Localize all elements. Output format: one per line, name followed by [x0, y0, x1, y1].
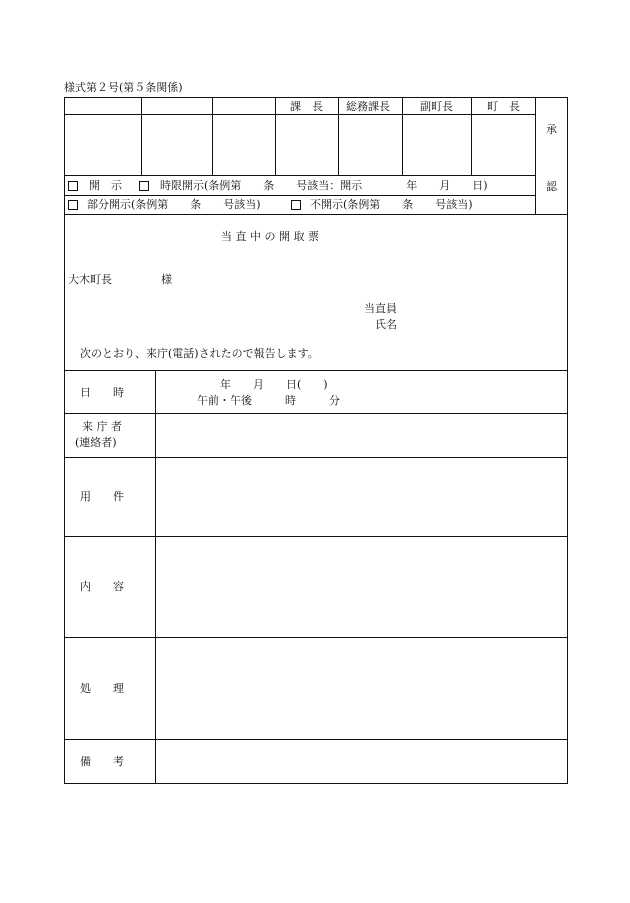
- approval-header-deputy-mayor: 副町長: [420, 100, 453, 113]
- remarks-label: 備 考: [80, 755, 124, 768]
- reporter-name-label: 氏名: [375, 318, 397, 331]
- approval-side-bottom: 認: [546, 180, 557, 193]
- content-field[interactable]: [156, 537, 567, 637]
- approval-header-section-chief: 課 長: [290, 100, 323, 113]
- datetime-time-field[interactable]: 午前・午後 時 分: [197, 394, 340, 407]
- datetime-date-field[interactable]: 年 月 日( ): [220, 378, 328, 391]
- checkbox-box[interactable]: [291, 200, 301, 210]
- checkbox-box[interactable]: [68, 200, 78, 210]
- checkbox-partial-label: 部分開示(条例第 条 号該当): [87, 198, 261, 211]
- visitor-sublabel: (連絡者): [75, 436, 117, 449]
- handling-field[interactable]: [156, 638, 567, 739]
- checkbox-closed[interactable]: [291, 199, 473, 210]
- honorific: 様: [161, 273, 172, 286]
- approval-side-top: 承: [546, 123, 557, 136]
- checkbox-partial[interactable]: [68, 199, 261, 210]
- visitor-label: 来 庁 者: [82, 420, 122, 433]
- matter-label: 用 件: [80, 490, 124, 503]
- reporter-role: 当直員: [364, 302, 397, 315]
- addressee: 大木町長: [68, 273, 112, 286]
- intro-text: 次のとおり、来庁(電話)されたので報告します。: [80, 347, 319, 360]
- form-number: 様式第２号(第５条関係): [64, 81, 183, 94]
- checkbox-closed-label: 不開示(条例第 条 号該当): [310, 198, 473, 211]
- visitor-field[interactable]: [156, 414, 567, 457]
- checkbox-box[interactable]: [139, 181, 149, 191]
- handling-label: 処 理: [80, 682, 124, 695]
- checkbox-open[interactable]: [68, 180, 122, 191]
- content-label: 内 容: [80, 580, 124, 593]
- approval-header-mayor: 町 長: [487, 100, 520, 113]
- checkbox-timed[interactable]: [139, 180, 488, 191]
- remarks-field[interactable]: [156, 740, 567, 783]
- checkbox-timed-label: 時限開示(条例第 条 号該当：開示 年 月 日): [160, 179, 488, 192]
- checkbox-open-label: 開 示: [89, 179, 122, 192]
- document-title: 当 直 中 の 開 取 票: [221, 230, 319, 243]
- matter-field[interactable]: [156, 458, 567, 536]
- approval-header-general-affairs: 総務課長: [346, 100, 390, 113]
- checkbox-box[interactable]: [68, 181, 78, 191]
- datetime-label: 日 時: [80, 386, 124, 399]
